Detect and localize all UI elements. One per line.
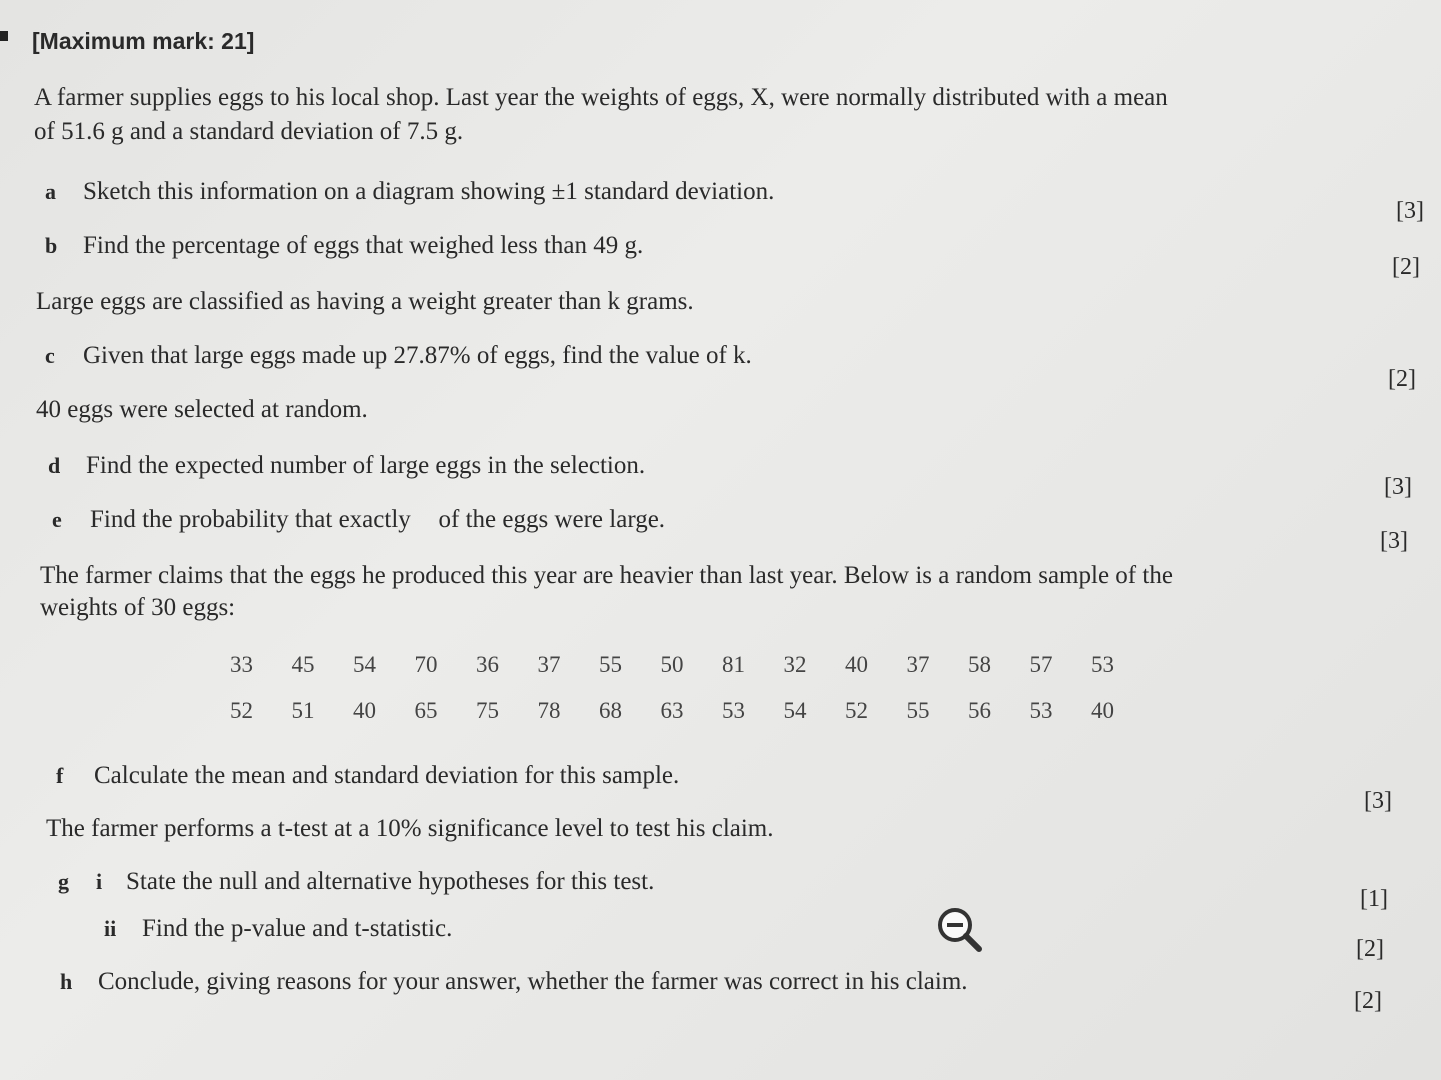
weight-cell: 40	[1091, 698, 1114, 723]
question-e	[52, 506, 665, 534]
question-d-text: Find the expected number of large eggs in the selection.	[86, 452, 646, 479]
weight-cell: 53	[1029, 698, 1053, 723]
weight-cell: 65	[414, 698, 438, 723]
weight-cell: 57	[1029, 652, 1053, 677]
question-f	[56, 762, 679, 790]
weight-cell: 32	[783, 652, 807, 677]
question-e-label: e	[52, 507, 62, 532]
weight-cell: 55	[599, 652, 622, 677]
weight-cell: 52	[230, 698, 253, 723]
question-g-i-marks: [1]	[1360, 886, 1388, 912]
large-eggs-definition: Large eggs are classified as having a weight greater than k grams.	[36, 288, 694, 315]
weight-cell: 63	[660, 698, 684, 723]
weight-cell: 70	[414, 652, 438, 677]
question-g-ii-marks: [2]	[1356, 936, 1384, 962]
question-b-text: Find the percentage of eggs that weighed less than 49 g.	[83, 232, 644, 259]
question-f-marks: [3]	[1364, 788, 1392, 814]
question-b-marks: [2]	[1392, 254, 1420, 280]
claim-line-1: The farmer claims that the eggs he produced this year are heavier than last year. Below is a random sample of the	[40, 562, 1173, 589]
weight-cell: 37	[906, 652, 930, 677]
question-a	[45, 178, 774, 206]
question-h-text: Conclude, giving reasons for your answer, whether the farmer was correct in his claim.	[98, 968, 968, 995]
weight-cell: 37	[537, 652, 561, 677]
weight-cell: 40	[353, 698, 376, 723]
question-g-i-text: State the null and alternative hypotheses for this test.	[126, 868, 655, 895]
question-a-marks: [3]	[1396, 198, 1424, 224]
weight-cell: 54	[353, 652, 376, 677]
question-g-ii-label: ii	[104, 916, 117, 941]
weight-cell: 81	[722, 652, 745, 677]
question-a-text: Sketch this information on a diagram showing ±1 standard deviation.	[83, 178, 775, 205]
question-c-text: Given that large eggs made up 27.87% of eggs, find the value of k.	[83, 342, 752, 369]
selection-statement: 40 eggs were selected at random.	[36, 396, 368, 423]
question-b-label: b	[45, 233, 58, 258]
claim-line-2: weights of 30 eggs:	[40, 594, 236, 621]
weight-cell: 45	[291, 652, 315, 677]
sample-weights-table	[230, 652, 1153, 744]
ttest-statement: The farmer performs a t-test at a 10% significance level to test his claim.	[46, 815, 774, 842]
question-h-label: h	[60, 969, 73, 994]
question-g-ii	[104, 915, 452, 943]
question-e-text: Find the probability that exactly	[90, 506, 418, 533]
question-number-marker	[0, 31, 8, 41]
question-g-ii-text: Find the p-value and t-statistic.	[142, 915, 453, 942]
sample-row-1	[230, 652, 1153, 698]
question-a-label: a	[45, 179, 56, 204]
weight-cell: 36	[476, 652, 499, 677]
weight-cell: 40	[845, 652, 868, 677]
question-f-text: Calculate the mean and standard deviation for this sample.	[94, 762, 680, 789]
sample-row-2	[230, 698, 1153, 744]
question-e-fraction	[423, 508, 426, 534]
question-e-text-after: of the eggs were large.	[432, 506, 666, 533]
question-b	[45, 232, 643, 260]
question-d-label: d	[48, 453, 61, 478]
weight-cell: 54	[783, 698, 807, 723]
question-c-marks: [2]	[1388, 366, 1416, 392]
question-e-marks: [3]	[1380, 528, 1408, 554]
question-c	[45, 342, 752, 370]
weight-cell: 55	[906, 698, 930, 723]
weight-cell: 33	[230, 652, 253, 677]
question-g-i	[58, 868, 654, 896]
intro-line-1: A farmer supplies eggs to his local shop. Last year the weights of eggs, X, were normally distributed with a mean	[34, 84, 1168, 111]
question-d	[48, 452, 645, 480]
weight-cell: 68	[599, 698, 622, 723]
weight-cell: 51	[291, 698, 315, 723]
weight-cell: 78	[537, 698, 561, 723]
maximum-mark-header: [Maximum mark: 21]	[32, 28, 255, 54]
weight-cell: 56	[968, 698, 991, 723]
question-f-label: f	[56, 763, 64, 788]
intro-line-2: of 51.6 g and a standard deviation of 7.5 g.	[34, 118, 464, 145]
weight-cell: 53	[1091, 652, 1114, 677]
weight-cell: 52	[845, 698, 868, 723]
weight-cell: 53	[722, 698, 745, 723]
weight-cell: 75	[476, 698, 499, 723]
zoom-out-icon[interactable]	[935, 905, 983, 953]
weight-cell: 58	[968, 652, 991, 677]
question-d-marks: [3]	[1384, 474, 1412, 500]
question-h	[60, 968, 968, 996]
question-g-label: g	[58, 869, 69, 894]
question-h-marks: [2]	[1354, 988, 1382, 1014]
question-g-i-label: i	[96, 869, 103, 894]
question-c-label: c	[45, 343, 55, 368]
weight-cell: 50	[660, 652, 684, 677]
